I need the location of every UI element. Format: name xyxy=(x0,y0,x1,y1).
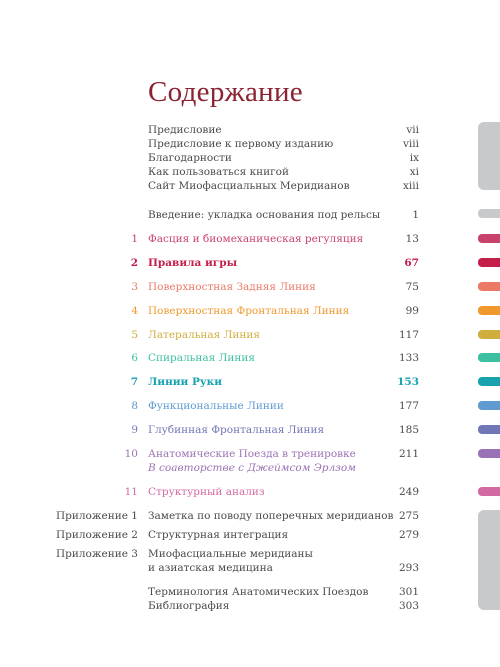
tab-chapter-10[interactable] xyxy=(478,449,500,458)
appendix-title: Заметка по поводу поперечных меридианов xyxy=(148,510,394,522)
tab-front-matter[interactable] xyxy=(478,122,500,190)
entry-page: xiii xyxy=(403,180,419,192)
chapter-page: 67 xyxy=(404,257,419,269)
page-title: Содержание xyxy=(148,76,303,108)
chapter-number: 5 xyxy=(131,329,138,341)
chapter-number: 10 xyxy=(124,448,138,460)
chapter-subtitle: В соавторстве с Джеймсом Эрлзом xyxy=(148,462,356,474)
entry-label: Сайт Миофасциальных Меридианов xyxy=(148,180,350,192)
entry-page: 303 xyxy=(398,600,419,612)
chapter-page: 75 xyxy=(405,281,419,293)
appendix-number: Приложение 1 xyxy=(56,510,138,522)
tab-chapter-2[interactable] xyxy=(478,258,500,267)
tab-chapter-5[interactable] xyxy=(478,330,500,339)
chapter-title: Правила игры xyxy=(148,257,238,269)
entry-page: vii xyxy=(406,124,419,136)
tab-back-matter[interactable] xyxy=(478,510,500,610)
chapter-page: 117 xyxy=(398,329,419,341)
appendix-title-line2: и азиатская медицина xyxy=(148,562,273,574)
appendix-title: Структурная интеграция xyxy=(148,529,289,541)
appendix-page: 275 xyxy=(398,510,419,522)
chapter-number: 2 xyxy=(130,257,138,269)
chapter-title: Спиральная Линия xyxy=(148,352,255,364)
tab-intro[interactable] xyxy=(478,209,500,218)
entry-label: Предисловие к первому изданию xyxy=(148,138,334,150)
tab-chapter-3[interactable] xyxy=(478,282,500,291)
chapter-page: 177 xyxy=(398,400,419,412)
chapter-title: Поверхностная Задняя Линия xyxy=(148,281,316,293)
chapter-number: 9 xyxy=(131,424,138,436)
appendix-page: 279 xyxy=(398,529,419,541)
entry-page: ix xyxy=(409,152,419,164)
chapter-number: 11 xyxy=(124,486,138,498)
chapter-title: Функциональные Линии xyxy=(148,400,284,412)
chapter-title: Анатомические Поезда в тренировке xyxy=(148,448,356,460)
tab-chapter-6[interactable] xyxy=(478,353,500,362)
chapter-page: 13 xyxy=(405,233,419,245)
chapter-title: Поверхностная Фронтальная Линия xyxy=(148,305,350,317)
chapter-number: 6 xyxy=(131,352,138,364)
chapter-page: 153 xyxy=(397,376,419,388)
chapter-page: 99 xyxy=(405,305,419,317)
chapter-title: Латеральная Линия xyxy=(148,329,261,341)
appendix-page: 293 xyxy=(398,562,419,574)
appendix-title: Миофасциальные меридианы xyxy=(148,548,313,560)
chapter-number: 4 xyxy=(131,305,138,317)
entry-label: Введение: укладка основания под рельсы xyxy=(148,209,381,221)
tab-chapter-7[interactable] xyxy=(478,377,500,386)
chapter-title: Фасция и биомеханическая регуляция xyxy=(148,233,364,245)
chapter-title: Глубинная Фронтальная Линия xyxy=(148,424,325,436)
tab-chapter-8[interactable] xyxy=(478,401,500,410)
chapter-page: 185 xyxy=(398,424,419,436)
entry-page: viii xyxy=(402,138,419,150)
entry-label: Благодарности xyxy=(148,152,232,164)
entry-page: xi xyxy=(409,166,419,178)
entry-label: Предисловие xyxy=(148,124,222,136)
appendix-number: Приложение 3 xyxy=(56,548,138,560)
entry-label: Терминология Анатомических Поездов xyxy=(148,586,369,598)
tab-chapter-4[interactable] xyxy=(478,306,500,315)
chapter-number: 1 xyxy=(131,233,138,245)
entry-label: Библиография xyxy=(148,600,230,612)
chapter-page: 133 xyxy=(398,352,419,364)
entry-page: 1 xyxy=(412,209,419,221)
tab-chapter-11[interactable] xyxy=(478,487,500,496)
entry-label: Как пользоваться книгой xyxy=(148,166,289,178)
chapter-title: Структурный анализ xyxy=(148,486,265,498)
chapter-number: 8 xyxy=(131,400,138,412)
appendix-number: Приложение 2 xyxy=(56,529,138,541)
chapter-title: Линии Руки xyxy=(148,376,222,388)
chapter-number: 7 xyxy=(130,376,138,388)
chapter-page: 211 xyxy=(398,448,419,460)
chapter-number: 3 xyxy=(131,281,138,293)
tab-chapter-9[interactable] xyxy=(478,425,500,434)
chapter-page: 249 xyxy=(398,486,419,498)
entry-page: 301 xyxy=(398,586,419,598)
tab-chapter-1[interactable] xyxy=(478,234,500,243)
